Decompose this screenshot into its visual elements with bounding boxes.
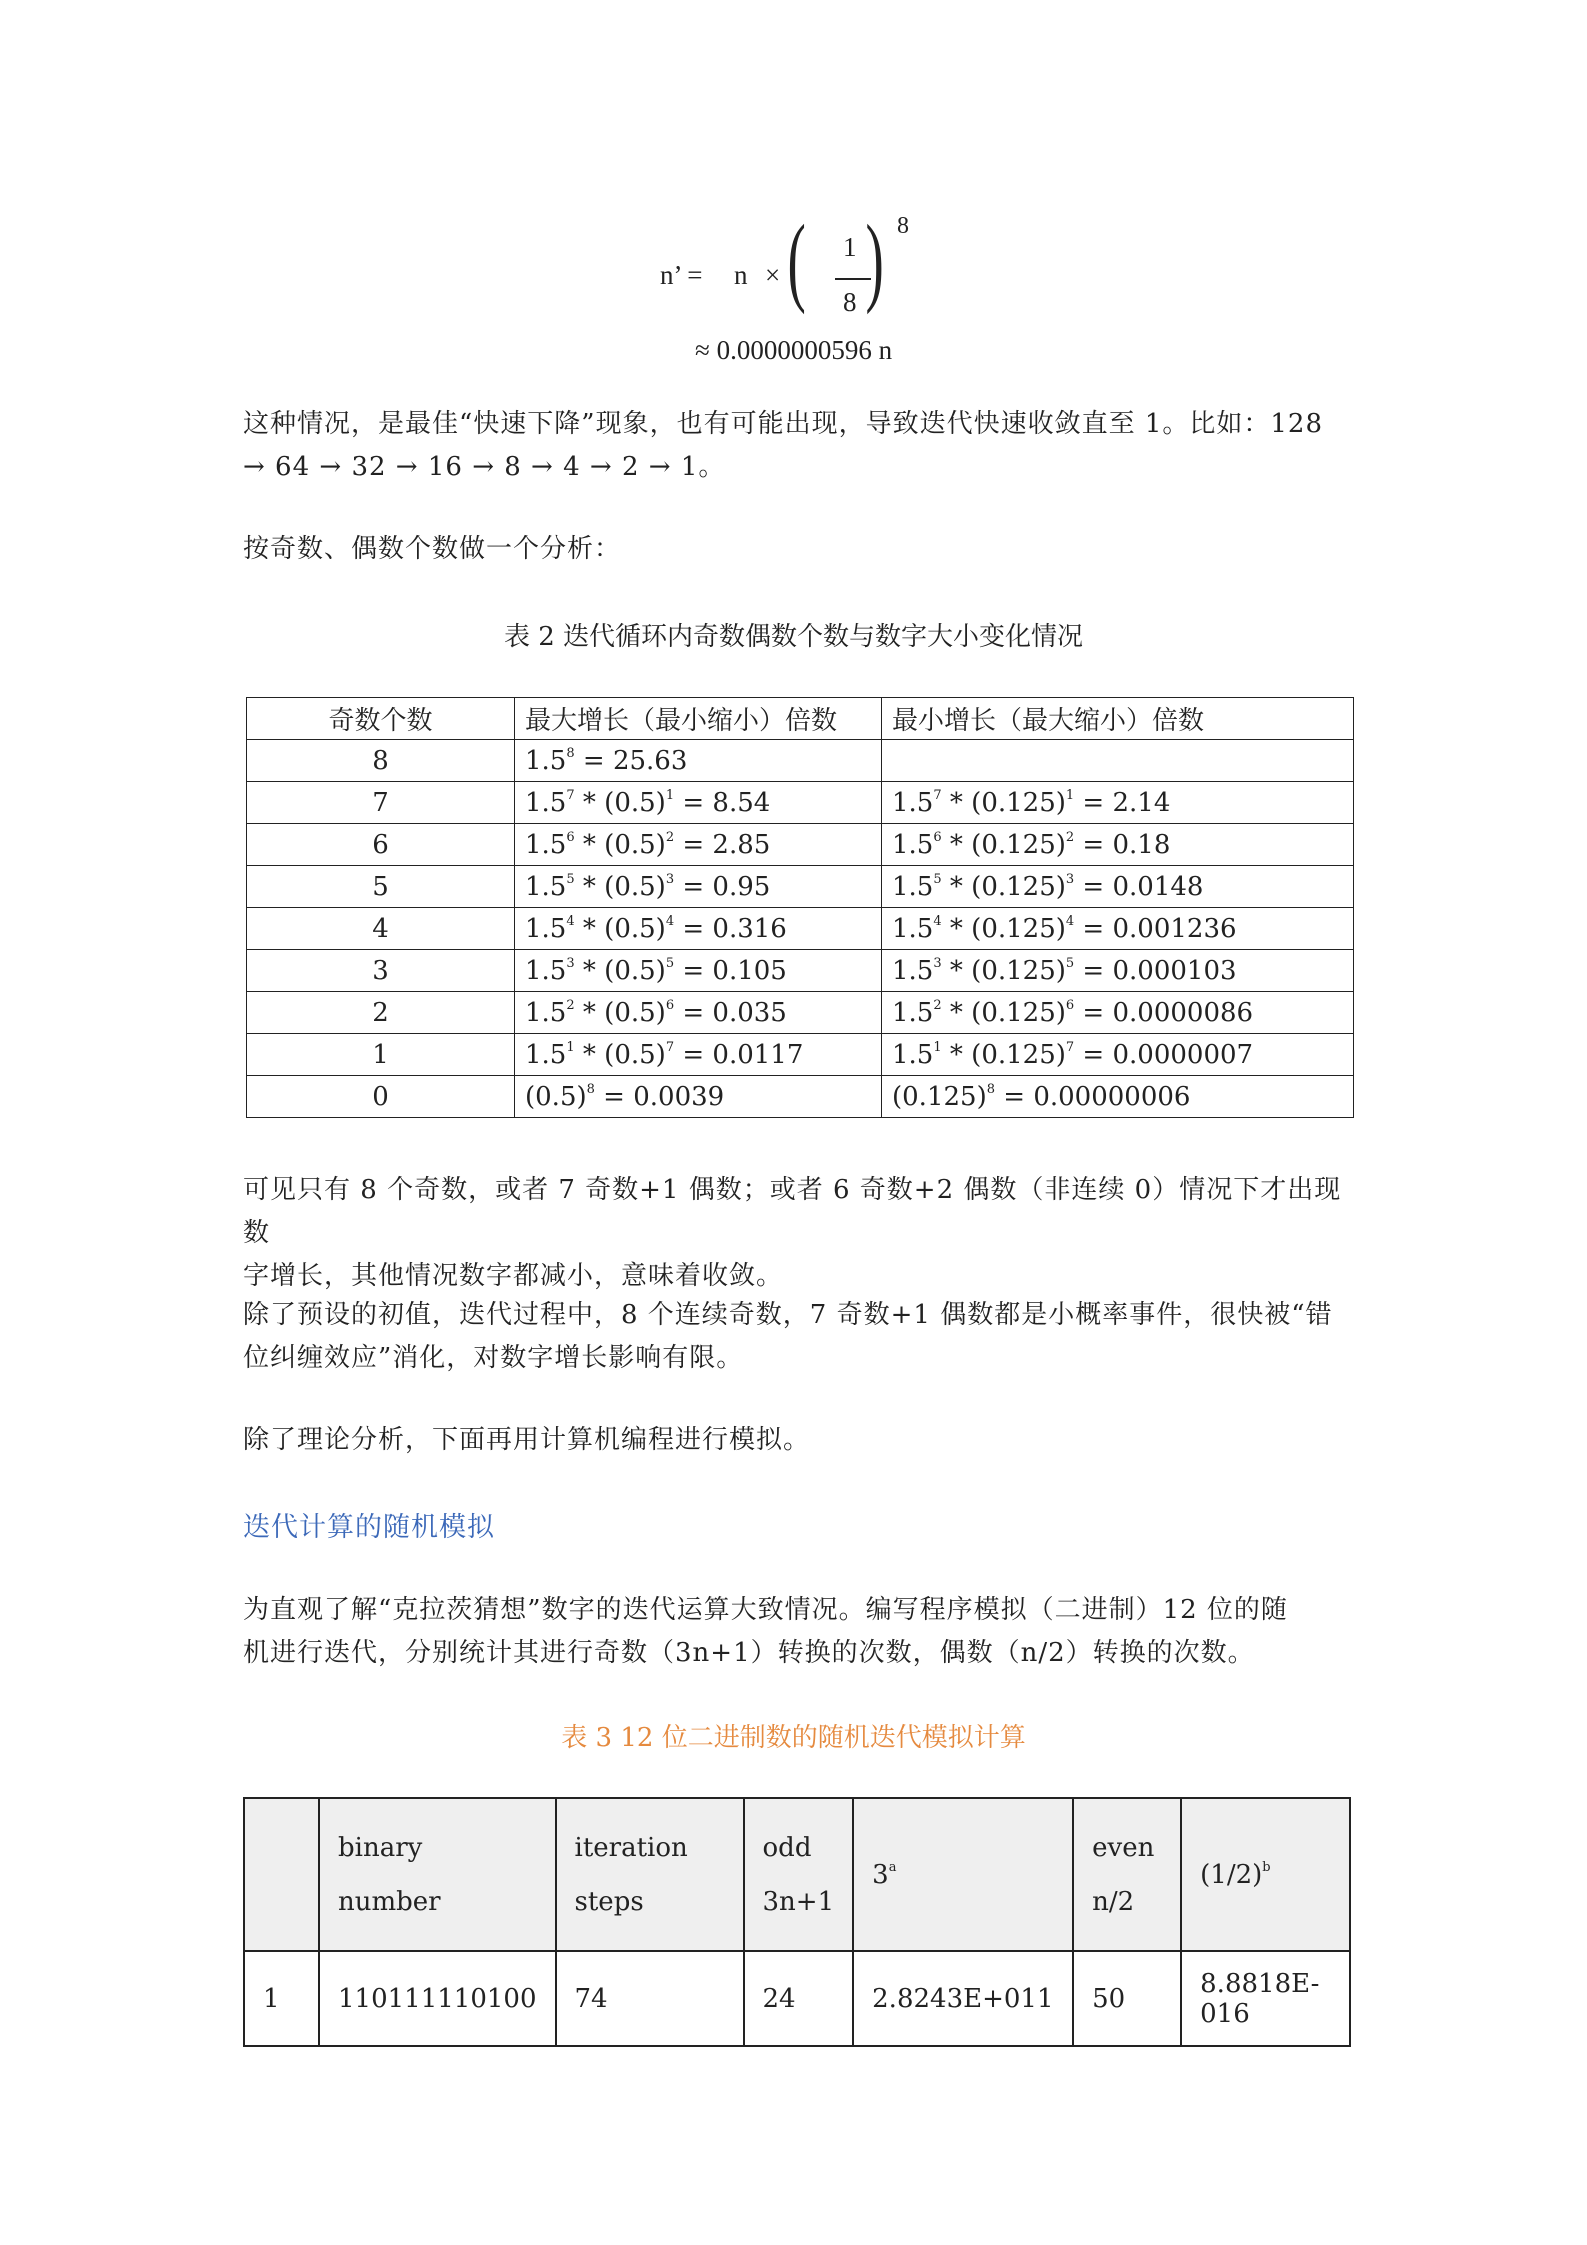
table2-header-max-growth: 最大增长（最小缩小）倍数 xyxy=(515,698,882,740)
table-row xyxy=(247,866,1354,908)
odd-count-cell: 6 xyxy=(247,824,515,866)
paragraph-simulation-intro: 除了理论分析，下面再用计算机编程进行模拟。 xyxy=(243,1425,811,1455)
min-growth-cell xyxy=(882,740,1354,782)
odd-count-cell: 5 xyxy=(247,866,515,908)
table3-header-pow3: 3$^a$ xyxy=(853,1798,1073,1951)
table-row xyxy=(247,950,1354,992)
paragraph-line: 这种情况，是最佳“快速下降”现象，也有可能出现，导致迭代快速收敛直至 1。比如：128 xyxy=(243,409,1324,439)
max-growth-cell: $1.5^1 * (0.5)^7 = 0.0117$ xyxy=(515,1034,882,1076)
paragraph-line: 字增长，其他情况数字都减小，意味着收敛。 xyxy=(243,1261,784,1291)
table-row xyxy=(247,740,1354,782)
section-heading: 迭代计算的随机模拟 xyxy=(243,1512,495,1543)
paragraph-fast-descent xyxy=(243,403,1353,489)
paragraph-line: 机进行迭代，分别统计其进行奇数（3n+1）转换的次数，偶数（n/2）转换的次数。 xyxy=(243,1638,1255,1668)
max-growth-cell: $1.5^8 = 25.63$ xyxy=(515,740,882,782)
index-cell: 1 xyxy=(244,1951,319,2046)
table3-header-row xyxy=(244,1798,1350,1951)
table2 xyxy=(246,697,1354,1118)
odd-count-cell: 4 xyxy=(247,908,515,950)
min-growth-cell: $1.5^6 * (0.125)^2 = 0.18$ xyxy=(882,824,1354,866)
paragraph-line: 除了预设的初值，迭代过程中，8 个连续奇数，7 奇数+1 偶数都是小概率事件，很快被“错 xyxy=(243,1300,1333,1330)
formula-n: n xyxy=(734,260,748,290)
max-growth-cell: $(0.5)^8 = 0.0039$ xyxy=(515,1076,882,1118)
min-growth-cell: $1.5^2 * (0.125)^6 = 0.0000086$ xyxy=(882,992,1354,1034)
table-row xyxy=(247,782,1354,824)
odd-count-cell: 0 xyxy=(247,1076,515,1118)
table-row xyxy=(244,1951,1350,2046)
odd-cell: 24 xyxy=(744,1951,854,2046)
table3-header-even: even n/2 xyxy=(1073,1798,1181,1951)
table2-header-odd-count: 奇数个数 xyxy=(247,698,515,740)
min-growth-cell: $1.5^4 * (0.125)^4 = 0.001236$ xyxy=(882,908,1354,950)
formula-exponent: 8 xyxy=(897,213,909,239)
min-growth-cell: $(0.125)^8 = 0.00000006$ xyxy=(882,1076,1354,1118)
paragraph-line: 为直观了解“克拉茨猜想”数字的迭代运算大致情况。编写程序模拟（二进制）12 位的随 xyxy=(243,1595,1288,1625)
odd-count-cell: 2 xyxy=(247,992,515,1034)
formula-times: × xyxy=(765,260,781,290)
table3-caption: 表 3 12 位二进制数的随机迭代模拟计算 xyxy=(561,1723,1026,1753)
table-row xyxy=(247,824,1354,866)
table2-header-row xyxy=(247,698,1354,740)
binary-cell: 110111110100 xyxy=(319,1951,556,2046)
formula-numerator: 1 xyxy=(843,232,857,262)
odd-count-cell: 1 xyxy=(247,1034,515,1076)
table3-header-binary: binary number xyxy=(319,1798,556,1951)
table3-header-half: $(1/2)^b$ xyxy=(1181,1798,1350,1951)
max-growth-cell: $1.5^3 * (0.5)^5 = 0.105$ xyxy=(515,950,882,992)
odd-count-cell: 3 xyxy=(247,950,515,992)
paragraph-conclusion xyxy=(243,1169,1353,1298)
max-growth-cell: $1.5^7 * (0.5)^1 = 8.54$ xyxy=(515,782,882,824)
table2-header-min-growth: 最小增长（最大缩小）倍数 xyxy=(882,698,1354,740)
table-row xyxy=(247,992,1354,1034)
half-cell: 8.8818E-016 xyxy=(1181,1951,1350,2046)
min-growth-cell: $1.5^7 * (0.125)^1 = 2.14$ xyxy=(882,782,1354,824)
table-row xyxy=(247,1076,1354,1118)
table3-header-odd: odd 3n+1 xyxy=(744,1798,854,1951)
table3 xyxy=(243,1797,1351,2047)
max-growth-cell: $1.5^6 * (0.5)^2 = 2.85$ xyxy=(515,824,882,866)
even-cell: 50 xyxy=(1073,1951,1181,2046)
paragraph-simulation-description xyxy=(243,1589,1353,1675)
min-growth-cell: $1.5^1 * (0.125)^7 = 0.0000007$ xyxy=(882,1034,1354,1076)
odd-count-cell: 8 xyxy=(247,740,515,782)
odd-count-cell: 7 xyxy=(247,782,515,824)
pow3-cell: 2.8243E+011 xyxy=(853,1951,1073,2046)
table3-header-index xyxy=(244,1798,319,1951)
max-growth-cell: $1.5^2 * (0.5)^6 = 0.035$ xyxy=(515,992,882,1034)
steps-cell: 74 xyxy=(556,1951,744,2046)
max-growth-cell: $1.5^4 * (0.5)^4 = 0.316$ xyxy=(515,908,882,950)
paragraph-analysis-intro: 按奇数、偶数个数做一个分析： xyxy=(243,534,622,564)
paragraph-line: 可见只有 8 个奇数，或者 7 奇数+1 偶数；或者 6 奇数+2 偶数（非连续 0）情况下才出现数 xyxy=(243,1175,1342,1248)
paragraph-small-probability xyxy=(243,1294,1353,1380)
left-paren: ( xyxy=(787,204,806,315)
table2-caption: 表 2 迭代循环内奇数偶数个数与数字大小变化情况 xyxy=(503,622,1084,652)
min-growth-cell: $1.5^3 * (0.125)^5 = 0.000103$ xyxy=(882,950,1354,992)
right-paren: ) xyxy=(865,204,884,315)
formula-approx: ≈ 0.0000000596 n xyxy=(695,335,893,365)
paragraph-line: → 64 → 32 → 16 → 8 → 4 → 2 → 1。 xyxy=(243,452,726,482)
table-row xyxy=(247,908,1354,950)
max-growth-cell: $1.5^5 * (0.5)^3 = 0.95$ xyxy=(515,866,882,908)
table-row xyxy=(247,1034,1354,1076)
min-growth-cell: $1.5^5 * (0.125)^3 = 0.0148$ xyxy=(882,866,1354,908)
table3-header-iteration: iteration steps xyxy=(556,1798,744,1951)
formula-lhs: n’ = xyxy=(660,260,703,290)
formula-denominator: 8 xyxy=(843,287,857,317)
paragraph-line: 位纠缠效应”消化，对数字增长影响有限。 xyxy=(243,1343,744,1373)
